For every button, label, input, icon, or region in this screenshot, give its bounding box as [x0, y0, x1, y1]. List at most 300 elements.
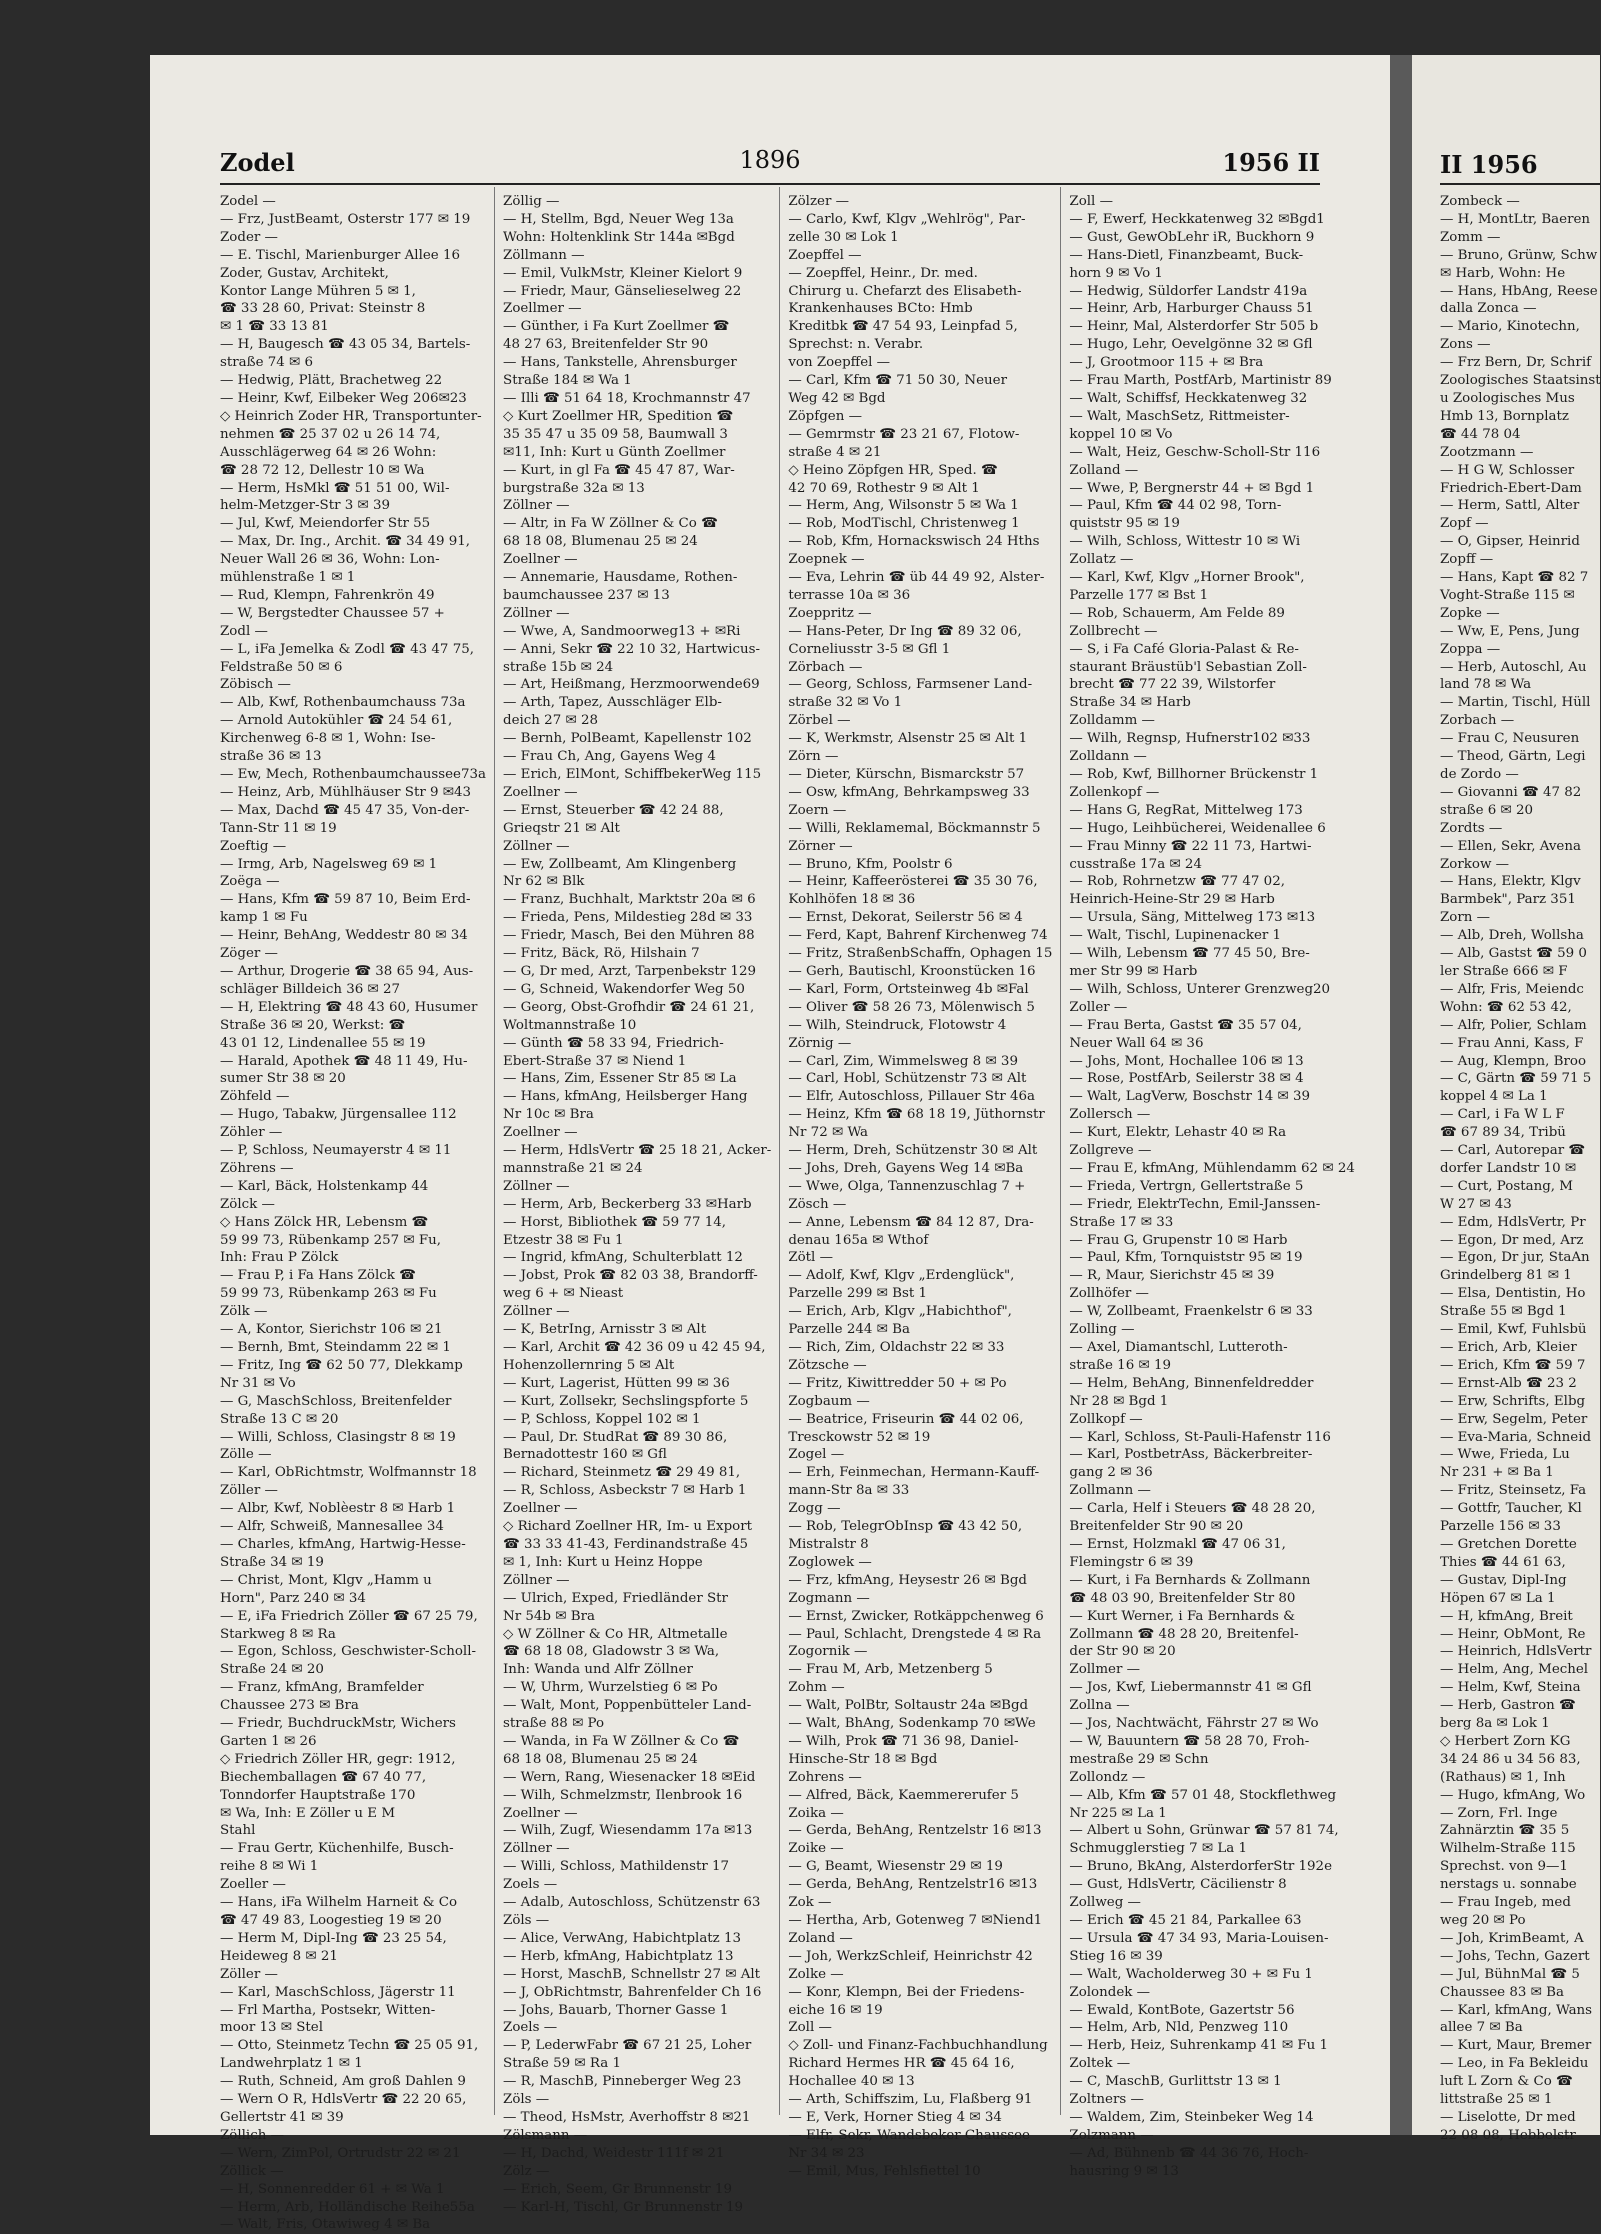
directory-entry-line: — Alb, Dreh, Wollsha	[1440, 928, 1584, 944]
directory-entry-line: Krankenhauses BCto: Hmb	[788, 301, 973, 317]
directory-entry-line: — Fritz, Bäck, Rö, Hilshain 7	[503, 946, 700, 962]
directory-entry-line: Mistralstr 8	[788, 1536, 869, 1552]
directory-entry-line: cusstraße 17a ✉ 24	[1069, 856, 1202, 872]
directory-entry-line: — Jul, Kwf, Meiendorfer Str 55	[220, 516, 431, 532]
directory-entry-line: Zollatz —	[1069, 552, 1134, 568]
directory-entry-line: Straße 17 ✉ 33	[1069, 1214, 1174, 1230]
directory-entry-line: — C, MaschB, Gurlittstr 13 ✉ 1	[1069, 2074, 1282, 2090]
directory-entry-line: Chirurg u. Chefarzt des Elisabeth-	[788, 283, 1022, 299]
directory-entry-line: Zollenkopf —	[1069, 784, 1160, 800]
directory-entry-line: 59 99 73, Rübenkamp 257 ✉ Fu,	[220, 1232, 442, 1248]
directory-entry-line: — Frau Berta, Gastst ☎ 35 57 04,	[1069, 1017, 1302, 1033]
directory-entry-line: — Ernst, Zwicker, Rotkäppchenweg 6	[788, 1608, 1044, 1624]
directory-entry-line: — Fritz, Ing ☎ 62 50 77, Dlekkamp	[220, 1357, 463, 1373]
directory-entry-line: — Jos, Nachtwächt, Fährstr 27 ✉ Wo	[1069, 1716, 1319, 1732]
directory-entry-line: — Frau Ch, Ang, Gayens Weg 4	[503, 749, 716, 765]
directory-entry-line: — Georg, Schloss, Farmsener Land-	[788, 677, 1033, 693]
directory-entry-line: — Erw, Segelm, Peter	[1440, 1411, 1588, 1427]
directory-entry-line: — Gemrmstr ☎ 23 21 67, Flotow-	[788, 426, 1020, 442]
book-gutter	[1390, 55, 1412, 2135]
directory-entry-line: — Hans, Zim, Essener Str 85 ✉ La	[503, 1071, 737, 1087]
directory-entry-line: Zöllner —	[503, 498, 570, 514]
directory-entry-line: Biechemballagen ☎ 67 40 77,	[220, 1769, 427, 1785]
directory-entry-line: — Karl, Archit ☎ 42 36 09 u 42 45 94,	[503, 1340, 766, 1355]
directory-entry-line: Nr 10c ✉ Bra	[503, 1107, 594, 1123]
directory-entry-line: Zoll —	[788, 2020, 832, 2036]
directory-entry-line: — Bruno, Grünw, Schw	[1440, 247, 1598, 263]
directory-entry-line: Inh: Wanda und Alfr Zöllner	[503, 1662, 693, 1678]
directory-entry-line: quiststr 95 ✉ 19	[1069, 516, 1180, 532]
directory-entry-line: 35 35 47 u 35 09 58, Baumwall 3	[503, 426, 728, 442]
directory-entry-line: — Ursula, Säng, Mittelweg 173 ✉13	[1069, 910, 1316, 926]
directory-entry-line: Zolondek —	[1069, 1984, 1150, 2000]
directory-entry-line: Zolldamm —	[1069, 713, 1155, 729]
directory-entry-line: Zoepffel —	[788, 247, 862, 263]
directory-entry-line: 22 08 08, Hebbelstr	[1440, 2127, 1576, 2143]
directory-entry-line: — Günth ☎ 58 33 94, Friedrich-	[503, 1035, 724, 1051]
directory-entry-line: moor 13 ✉ Stel	[220, 2020, 324, 2036]
directory-entry-line: (Rathaus) ✉ 1, Inh	[1440, 1769, 1566, 1785]
directory-entry-line: Zölsmann —	[503, 2127, 588, 2143]
header-surname: Zodel	[220, 148, 295, 177]
directory-entry-line: koppel 4 ✉ La 1	[1440, 1089, 1548, 1105]
directory-entry-line: — Wwe, P, Bergnerstr 44 + ✉ Bgd 1	[1069, 480, 1315, 496]
directory-entry-line: — Herm M, Dipl-Ing ☎ 23 25 54,	[220, 1930, 447, 1946]
directory-entry-line: 68 18 08, Blumenau 25 ✉ 24	[503, 1751, 698, 1767]
directory-entry-line: — Alfred, Bäck, Kaemmererufer 5	[788, 1787, 1019, 1803]
directory-entry-line: — Frau P, i Fa Hans Zölck ☎	[220, 1268, 416, 1284]
directory-entry-line: Zomm —	[1440, 229, 1501, 245]
directory-entry-line: Zötzsche —	[788, 1357, 867, 1373]
directory-entry-line: — Wanda, in Fa W Zöllner & Co ☎	[503, 1733, 740, 1749]
directory-entry-line: Sprechst. von 9—1	[1440, 1859, 1568, 1875]
directory-entry-line: Zölz —	[503, 2163, 550, 2179]
directory-entry-line: — Otto, Steinmetz Techn ☎ 25 05 91,	[220, 2038, 479, 2054]
directory-entry-line: koppel 10 ✉ Vo	[1069, 426, 1173, 442]
directory-entry-line: Zogg —	[788, 1501, 841, 1517]
directory-entry-line: Zöhler —	[220, 1125, 283, 1141]
directory-entry-line: — Frau Ingeb, med	[1440, 1895, 1571, 1911]
directory-entry-line: — Elfr, Sekr, Wandsbeker Chaussee	[788, 2127, 1030, 2143]
directory-entry-line: — Illi ☎ 51 64 18, Krochmannstr 47	[503, 390, 751, 406]
directory-entry-line: luft L Zorn & Co ☎	[1440, 2074, 1573, 2090]
directory-entry-line: — H G W, Schlosser	[1440, 462, 1575, 478]
directory-entry-line: Zörner —	[788, 838, 853, 854]
directory-entry-line: Zörnig —	[788, 1035, 852, 1051]
directory-entry-line: — Heinr, ObMont, Re	[1440, 1626, 1586, 1642]
directory-entry-line: — O, Gipser, Heinrid	[1440, 534, 1580, 550]
directory-entry-line: Parzelle 156 ✉ 33	[1440, 1519, 1561, 1535]
directory-entry-line: Zoeller —	[220, 1877, 286, 1893]
directory-entry-line: — Hans, Elektr, Klgv	[1440, 874, 1581, 890]
directory-entry-line: Kirchenweg 6-8 ✉ 1, Wohn: Ise-	[220, 731, 436, 747]
directory-entry-line: straße 32 ✉ Vo 1	[788, 695, 903, 711]
directory-entry-line: — Annemarie, Hausdame, Rothen-	[503, 570, 738, 586]
directory-entry-line: — Hans, iFa Wilhelm Harneit & Co	[220, 1895, 458, 1911]
directory-entry-line: Zoll —	[1069, 194, 1113, 209]
directory-entry-line: — Heinr, Arb, Harburger Chauss 51	[1069, 301, 1314, 317]
directory-entry-line: ☎ 47 49 83, Loogestieg 19 ✉ 20	[220, 1913, 442, 1928]
directory-entry-line: 42 70 69, Rothestr 9 ✉ Alt 1	[788, 480, 980, 496]
directory-entry-line: — Wilh, Steindruck, Flotowstr 4	[788, 1017, 1007, 1033]
directory-entry-line: Hochallee 40 ✉ 13	[788, 2074, 915, 2090]
directory-entry-line: — Osw, kfmAng, Behrkampsweg 33	[788, 784, 1030, 800]
directory-entry-line: Zöller —	[220, 1966, 278, 1982]
directory-entry-line: Neuer Wall 26 ✉ 36, Wohn: Lon-	[220, 552, 440, 568]
directory-entry-line: — Johs, Mont, Hochallee 106 ✉ 13	[1069, 1053, 1304, 1069]
directory-entry-line: — Ursula ☎ 47 34 93, Maria-Louisen-	[1069, 1930, 1329, 1946]
directory-entry-line: — Heinrich, HdlsVertr	[1440, 1644, 1592, 1660]
directory-entry-line: — Rob, Rohrnetzw ☎ 77 47 02,	[1069, 874, 1285, 890]
directory-entry-line: — E. Tischl, Marienburger Allee 16	[220, 247, 460, 263]
directory-entry-line: — Günther, i Fa Kurt Zoellmer ☎	[503, 319, 730, 335]
directory-entry-line: Zöllner —	[503, 1841, 570, 1857]
directory-entry-line: 48 27 63, Breitenfelder Str 90	[503, 337, 709, 353]
directory-entry-line: Zahnärztin ☎ 35 5	[1440, 1823, 1570, 1839]
directory-entry-line: 68 18 08, Blumenau 25 ✉ 24	[503, 534, 698, 550]
directory-entry-line: ◇ Herbert Zorn KG	[1440, 1733, 1571, 1749]
directory-entry-line: Nr 231 + ✉ Ba 1	[1440, 1465, 1554, 1481]
directory-entry-line: Nr 62 ✉ Blk	[503, 874, 585, 890]
directory-entry-line: — Ernst, Holzmakl ☎ 47 06 31,	[1069, 1536, 1286, 1552]
directory-entry-line: — Wwe, Olga, Tannenzuschlag 7 +	[788, 1178, 1026, 1194]
directory-entry-line: — Ewald, KontBote, Gazertstr 56	[1069, 2002, 1295, 2018]
directory-entry-line: baumchaussee 237 ✉ 13	[503, 587, 670, 603]
directory-entry-line: — Herb, Heiz, Suhrenkamp 41 ✉ Fu 1	[1069, 2038, 1329, 2054]
directory-entry-line: — Rob, Schauerm, Am Felde 89	[1069, 605, 1285, 621]
directory-entry-line: Zolzmann —	[1069, 2127, 1154, 2143]
directory-entry-line: — Kurt, in gl Fa ☎ 45 47 87, War-	[503, 462, 735, 478]
directory-entry-line: — Gust, HdlsVertr, Cäcilienstr 8	[1069, 1877, 1287, 1893]
directory-entry-line: — Fritz, Steinsetz, Fa	[1440, 1483, 1587, 1499]
directory-entry-line: — Mario, Kinotechn,	[1440, 319, 1580, 335]
directory-entry-line: Zösch —	[788, 1196, 847, 1212]
directory-entry-line: — Walt, Wacholderweg 30 + ✉ Fu 1	[1069, 1966, 1313, 1982]
directory-entry-line: Tresckowstr 52 ✉ 19	[788, 1429, 931, 1445]
directory-entry-line: — Frieda, Pens, Mildestieg 28d ✉ 33	[503, 910, 753, 926]
directory-entry-line: — Wwe, Frieda, Lu	[1440, 1447, 1570, 1463]
directory-entry-line: — Rose, PostfArb, Seilerstr 38 ✉ 4	[1069, 1071, 1304, 1087]
directory-entry-line: — Kurt, Elektr, Lehastr 40 ✉ Ra	[1069, 1125, 1287, 1141]
directory-entry-line: — Wilh, Schmelzmstr, Ilenbrook 16	[503, 1787, 743, 1803]
directory-entry-line: Landwehrplatz 1 ✉ 1	[220, 2056, 363, 2072]
directory-entry-line: Corneliusstr 3-5 ✉ Gfl 1	[788, 641, 951, 657]
directory-entry-line: Richard Hermes HR ☎ 45 64 16,	[788, 2056, 1015, 2072]
directory-entry-line: — Ferd, Kapt, Bahrenf Kirchenweg 74	[788, 928, 1048, 944]
directory-entry-line: straße 16 ✉ 19	[1069, 1357, 1171, 1373]
directory-entry-line: — Arth, Schiffszim, Lu, Flaßberg 91	[788, 2092, 1033, 2108]
directory-entry-line: Wohn: Holtenklink Str 144a ✉Bgd	[503, 229, 735, 245]
directory-entry-line: Feldstraße 50 ✉ 6	[220, 659, 343, 675]
directory-entry-line: Schmugglerstieg 7 ✉ La 1	[1069, 1841, 1247, 1857]
directory-entry-line: mestraße 29 ✉ Schn	[1069, 1751, 1209, 1767]
directory-entry-line: — Hans, Kapt ☎ 82 7	[1440, 570, 1589, 586]
directory-entry-line: Zoland —	[788, 1930, 853, 1946]
directory-entry-line: ☎ 33 28 60, Privat: Steinstr 8	[220, 301, 426, 317]
directory-entry-line: Zolke —	[788, 1966, 844, 1982]
directory-entry-line: Zoppa —	[1440, 641, 1501, 657]
directory-entry-line: — Hugo, Leihbücherei, Weidenallee 6	[1069, 820, 1326, 836]
directory-entry-line: — Wilh, Schloss, Wittestr 10 ✉ Wi	[1069, 534, 1301, 550]
directory-entry-line: — Joh, WerkzSchleif, Heinrichstr 42	[788, 1948, 1033, 1964]
directory-entry-line: — A, Kontor, Sierichstr 106 ✉ 21	[220, 1322, 443, 1338]
directory-entry-line: Zölzer —	[788, 194, 849, 209]
directory-entry-line: — Charles, kfmAng, Hartwig-Hesse-	[220, 1536, 466, 1552]
directory-entry-line: — Zorn, Frl. Inge	[1440, 1805, 1558, 1821]
directory-entry-line: — H, Stellm, Bgd, Neuer Weg 13a	[503, 211, 734, 227]
directory-entry-line: — Bernh, PolBeamt, Kapellenstr 102	[503, 731, 752, 747]
directory-entry-line: — Emil, Mus, Fehlsfiettel 10	[788, 2163, 981, 2179]
directory-entry-line: — Hedwig, Süldorfer Landstr 419a	[1069, 283, 1308, 299]
directory-entry-line: — Wern O R, HdlsVertr ☎ 22 20 65,	[220, 2092, 467, 2108]
header-year-volume: 1956 II	[1222, 148, 1320, 177]
directory-entry-line: — E, Verk, Horner Stieg 4 ✉ 34	[788, 2109, 1002, 2125]
directory-entry-line: — Erich ☎ 45 21 84, Parkallee 63	[1069, 1913, 1302, 1928]
directory-entry-line: Stahl	[220, 1823, 256, 1839]
directory-entry-line: kamp 1 ✉ Fu	[220, 910, 308, 926]
directory-entry-line: — Gerda, BehAng, Rentzelstr 16 ✉13	[788, 1823, 1042, 1839]
directory-entry-line: straße 15b ✉ 24	[503, 659, 614, 675]
directory-entry-line: — Frau M, Arb, Metzenberg 5	[788, 1662, 993, 1678]
directory-entry-line: u Zoologisches Mus	[1440, 390, 1575, 406]
directory-entry-line: — H, Baugesch ☎ 43 05 34, Bartels-	[220, 337, 471, 353]
directory-entry-line: Zordts —	[1440, 820, 1503, 836]
directory-entry-line: — Karl, kfmAng, Wans	[1440, 2002, 1593, 2018]
directory-entry-line: Zoern —	[788, 802, 847, 818]
directory-entry-line: Straße 36 ✉ 20, Werkst: ☎	[220, 1017, 406, 1033]
directory-entry-line: — Konr, Klempn, Bei der Friedens-	[788, 1984, 1025, 2000]
directory-entry-line: — Art, Heißmang, Herzmoorwende69	[503, 677, 760, 693]
directory-entry-line: — S, i Fa Café Gloria-Palast & Re-	[1069, 641, 1299, 657]
directory-entry-line: Höpen 67 ✉ La 1	[1440, 1590, 1556, 1606]
directory-entry-line: ◇ Heino Zöpfgen HR, Sped. ☎	[788, 462, 998, 478]
directory-entry-line: brecht ☎ 77 22 39, Wilstorfer	[1069, 677, 1276, 693]
directory-entry-line: Zötl —	[788, 1250, 833, 1266]
directory-entry-line: Chaussee 83 ✉ Ba	[1440, 1984, 1564, 2000]
directory-entry-line: — Alfr, Polier, Schlam	[1440, 1017, 1587, 1033]
directory-entry-line: — Frau C, Neusuren	[1440, 731, 1580, 747]
directory-entry-line: Nr 225 ✉ La 1	[1069, 1805, 1167, 1821]
directory-entry-line: — R, Schloss, Asbeckstr 7 ✉ Harb 1	[503, 1483, 747, 1499]
directory-entry-line: — Gustav, Dipl-Ing	[1440, 1572, 1567, 1588]
directory-entry-line: — Carlo, Kwf, Klgv „Wehlrög", Par-	[788, 211, 1026, 227]
directory-entry-line: — Wilh, Lebensm ☎ 77 45 50, Bre-	[1069, 946, 1310, 962]
directory-entry-line: — Heinr, BehAng, Weddestr 80 ✉ 34	[220, 928, 468, 944]
directory-entry-line: 59 99 73, Rübenkamp 263 ✉ Fu	[220, 1286, 437, 1302]
directory-entry-line: — Erich, Kfm ☎ 59 7	[1440, 1357, 1586, 1373]
directory-entry-line: — Johs, Dreh, Gayens Weg 14 ✉Ba	[788, 1160, 1024, 1176]
directory-entry-line: — Frau G, Grupenstr 10 ✉ Harb	[1069, 1232, 1288, 1248]
directory-entry-line: — Alfr, Fris, Meiendc	[1440, 981, 1584, 997]
directory-entry-line: Zoike —	[788, 1841, 844, 1857]
directory-entry-line: — W, Uhrm, Wurzelstieg 6 ✉ Po	[503, 1680, 718, 1696]
directory-entry-line: — Hertha, Arb, Gotenweg 7 ✉Niend1	[788, 1913, 1043, 1928]
directory-entry-line: — Wilh, Regnsp, Hufnerstr102 ✉33	[1069, 731, 1311, 747]
directory-entry-line: Straße 13 C ✉ 20	[220, 1411, 339, 1427]
directory-entry-line: — Herm, Dreh, Schützenstr 30 ✉ Alt	[788, 1143, 1038, 1159]
directory-entry-line: allee 7 ✉ Ba	[1440, 2020, 1523, 2036]
directory-entry-line: — Georg, Obst-Grofhdir ☎ 24 61 21,	[503, 999, 755, 1015]
directory-entry-line: Horn", Parz 240 ✉ 34	[220, 1590, 366, 1606]
directory-entry-line: de Zordo —	[1440, 767, 1519, 782]
directory-entry-line: — H, Dachd, Weidestr 111f ✉ 21	[503, 2145, 725, 2161]
directory-entry-line: — G, Dr med, Arzt, Tarpenbekstr 129	[503, 963, 756, 979]
directory-entry-line: ◇ W Zöllner & Co HR, Altmetalle	[503, 1626, 728, 1642]
directory-entry-line: Straße 184 ✉ Wa 1	[503, 373, 632, 389]
directory-entry-line: — Frieda, Vertrgn, Gellertstraße 5	[1069, 1178, 1304, 1194]
directory-entry-line: — Helm, Ang, Mechel	[1440, 1662, 1589, 1678]
directory-entry-line: Zöllich —	[220, 2127, 284, 2143]
directory-page	[150, 55, 1390, 2233]
directory-entry-line: — Walt, Fris, Otawiweg 4 ✉ Ba	[220, 2217, 431, 2233]
directory-entry-line: — Walt, MaschSetz, Rittmeister-	[1069, 408, 1290, 424]
directory-entry-line: — Herm, HsMkl ☎ 51 51 00, Wil-	[220, 480, 450, 496]
directory-entry-line: — Hans, Tankstelle, Ahrensburger	[503, 355, 737, 371]
directory-entry-line: — Zoepffel, Heinr., Dr. med.	[788, 265, 978, 281]
directory-entry-line: ☎ 44 78 04	[1440, 426, 1521, 442]
directory-entry-line: — Adalb, Autoschloss, Schützenstr 63	[503, 1895, 761, 1911]
directory-entry-line: — Paul, Schlacht, Drengstede 4 ✉ Ra	[788, 1626, 1042, 1642]
directory-entry-line: Inh: Frau P Zölck	[220, 1250, 339, 1266]
directory-entry-line: — Ew, Mech, Rothenbaumchaussee73a	[220, 767, 487, 782]
directory-entry-line: Nr 72 ✉ Wa	[788, 1125, 869, 1141]
directory-entry-line: Straße 34 ✉ Harb	[1069, 695, 1191, 711]
directory-entry-line: Zöllner —	[503, 838, 570, 854]
directory-entry-line: — Ww, E, Pens, Jung	[1440, 623, 1580, 639]
directory-entry-line: — Friedr, Masch, Bei den Mühren 88	[503, 928, 755, 944]
directory-entry-line: Straße 34 ✉ 19	[220, 1554, 324, 1570]
directory-entry-line: — Hedwig, Plätt, Brachetweg 22	[220, 373, 443, 389]
directory-entry-line: — Carl, i Fa W L F	[1440, 1107, 1565, 1123]
directory-entry-line: land 78 ✉ Wa	[1440, 677, 1532, 693]
directory-entry-line: Straße 59 ✉ Ra 1	[503, 2056, 622, 2072]
directory-entry-line: — Joh, KrimBeamt, A	[1440, 1930, 1584, 1946]
directory-entry-line: Nr 34 ✉ 23	[788, 2145, 865, 2161]
directory-entry-line: — Wilh, Zugf, Wiesendamm 17a ✉13	[503, 1823, 753, 1839]
directory-entry-line: Zoellner —	[503, 1805, 578, 1821]
directory-entry-line: — Elsa, Dentistin, Ho	[1440, 1286, 1586, 1302]
directory-entry-line: Weg 42 ✉ Bgd	[788, 390, 886, 406]
directory-entry-line: Neuer Wall 64 ✉ 36	[1069, 1035, 1204, 1051]
directory-entry-line: Zölk —	[220, 1304, 268, 1320]
directory-entry-line: W 27 ✉ 43	[1440, 1196, 1512, 1212]
directory-entry-line: — Heinz, Kfm ☎ 68 18 19, Jüthornstr	[788, 1107, 1045, 1123]
directory-entry-line: — Erh, Feinmechan, Hermann-Kauff-	[788, 1465, 1040, 1481]
adjacent-page-column	[1440, 193, 1600, 2145]
directory-entry-line: Kontor Lange Mühren 5 ✉ 1,	[220, 283, 416, 299]
directory-entry-line: Ebert-Straße 37 ✉ Niend 1	[503, 1053, 687, 1069]
directory-entry-line: — F, Ewerf, Heckkatenweg 32 ✉Bgd1	[1069, 211, 1325, 227]
directory-entry-line: — Wilh, Prok ☎ 71 36 98, Daniel-	[788, 1733, 1019, 1749]
directory-entry-line: Zolling —	[1069, 1322, 1135, 1338]
directory-entry-line: — Helm, Arb, Nld, Penzweg 110	[1069, 2020, 1289, 2036]
directory-entry-line: — Helm, BehAng, Binnenfeldredder	[1069, 1375, 1314, 1391]
directory-entry-line: — Rob, Kwf, Billhorner Brückenstr 1	[1069, 767, 1319, 782]
directory-entry-line: burgstraße 32a ✉ 13	[503, 480, 645, 496]
directory-entry-line: Stieg 16 ✉ 39	[1069, 1948, 1163, 1964]
directory-entry-line: — Bernh, Bmt, Steindamm 22 ✉ 1	[220, 1340, 451, 1355]
directory-entry-line: ✉ Wa, Inh: E Zöller u E M	[220, 1805, 396, 1821]
directory-entry-line: — P, LederwFabr ☎ 67 21 25, Loher	[503, 2038, 752, 2054]
directory-entry-line: — Axel, Diamantschl, Lutteroth-	[1069, 1340, 1288, 1355]
directory-entry-line: — P, Schloss, Koppel 102 ✉ 1	[503, 1411, 701, 1427]
directory-entry-line: Grieqstr 21 ✉ Alt	[503, 820, 620, 836]
directory-column-4	[1060, 187, 1362, 2179]
directory-entry-line: — Herb, Gastron ☎	[1440, 1698, 1576, 1714]
directory-entry-line: — Karl, MaschSchloss, Jägerstr 11	[220, 1984, 456, 2000]
directory-entry-line: — Eva-Maria, Schneid	[1440, 1429, 1592, 1445]
directory-columns	[220, 187, 1355, 2233]
directory-entry-line: Zolland —	[1069, 462, 1139, 478]
directory-entry-line: — Theod, HsMstr, Averhoffstr 8 ✉21	[503, 2109, 751, 2125]
page-header	[220, 140, 1320, 180]
directory-entry-line: — Walt, Heiz, Geschw-Scholl-Str 116	[1069, 444, 1321, 460]
directory-entry-line: — Waldem, Zim, Steinbeker Weg 14	[1069, 2109, 1314, 2125]
directory-entry-line: — Karl, PostbetrAss, Bäckerbreiter-	[1069, 1447, 1313, 1463]
directory-entry-line: — W, Zollbeamt, Fraenkelstr 6 ✉ 33	[1069, 1304, 1313, 1320]
directory-entry-line: straße 74 ✉ 6	[220, 355, 314, 371]
directory-entry-line: Zöls —	[503, 1913, 550, 1928]
directory-entry-line: — H, Sonnenredder 61 + ✉ Wa 1	[220, 2181, 445, 2197]
directory-entry-line: — Ernst-Alb ☎ 23 2	[1440, 1375, 1577, 1391]
directory-entry-line: Zörn —	[788, 749, 839, 765]
directory-entry-line: Zoltek —	[1069, 2056, 1131, 2072]
directory-column-2	[494, 187, 779, 2215]
directory-entry-line: Heideweg 8 ✉ 21	[220, 1948, 338, 1964]
directory-entry-line: Hmb 13, Bornplatz	[1440, 408, 1569, 424]
directory-entry-line: — Erich, Arb, Kleier	[1440, 1340, 1577, 1355]
directory-entry-line: — Herm, Ang, Wilsonstr 5 ✉ Wa 1	[788, 498, 1019, 514]
directory-entry-line: straße 4 ✉ 21	[788, 444, 882, 460]
directory-entry-line: Parzelle 299 ✉ Bst 1	[788, 1286, 927, 1302]
directory-entry-line: — Alice, VerwAng, Habichtplatz 13	[503, 1930, 742, 1946]
directory-entry-line: Zöllner —	[503, 1304, 570, 1320]
directory-entry-line: Straße 24 ✉ 20	[220, 1662, 324, 1678]
directory-entry-line: — Eva, Lehrin ☎ üb 44 49 92, Alster-	[788, 570, 1045, 586]
directory-entry-line: Zoels —	[503, 1877, 558, 1893]
directory-entry-line: — Walt, Mont, Poppenbütteler Land-	[503, 1698, 752, 1714]
directory-entry-line: — Kurt, i Fa Bernhards & Zollmann	[1069, 1572, 1311, 1588]
directory-entry-line: — Ulrich, Exped, Friedländer Str	[503, 1590, 728, 1606]
header-rule	[220, 183, 1320, 185]
directory-entry-line: — Erich, Arb, Klgv „Habichthof",	[788, 1304, 1012, 1320]
directory-entry-line: — Wwe, A, Sandmoorweg13 + ✉Ri	[503, 623, 741, 639]
directory-entry-line: Zöger —	[220, 946, 278, 962]
directory-entry-line: — Fritz, StraßenbSchaffn, Ophagen 15	[788, 946, 1053, 962]
directory-entry-line: terrasse 10a ✉ 36	[788, 587, 911, 603]
directory-entry-line: — Friedr, BuchdruckMstr, Wichers	[220, 1716, 456, 1732]
directory-entry-line: — Helm, Kwf, Steina	[1440, 1680, 1581, 1696]
directory-entry-line: — Rob, ModTischl, Christenweg 1	[788, 516, 1020, 532]
directory-entry-line: — Herb, Autoschl, Au	[1440, 659, 1587, 675]
directory-entry-line: Zollbrecht —	[1069, 623, 1158, 639]
directory-entry-line: Zölle —	[220, 1447, 272, 1463]
directory-entry-line: — Kurt, Maur, Bremer	[1440, 2038, 1592, 2054]
directory-entry-line: — Karl-H, Tischl, Gr Brunnenstr 19	[503, 2199, 744, 2215]
directory-entry-line: Zollkopf —	[1069, 1411, 1143, 1427]
directory-entry-line: — Willi, Schloss, Mathildenstr 17	[503, 1859, 730, 1875]
directory-entry-line: — Giovanni ☎ 47 82	[1440, 784, 1582, 800]
directory-entry-line: — Gretchen Dorette	[1440, 1536, 1577, 1552]
directory-entry-line: — Herb, kfmAng, Habichtplatz 13	[503, 1948, 734, 1964]
directory-entry-line: Zok —	[788, 1895, 832, 1911]
directory-entry-line: reihe 8 ✉ Wi 1	[220, 1859, 319, 1875]
directory-entry-line: ✉ 1 ☎ 33 13 81	[220, 319, 329, 335]
adjacent-page	[1412, 55, 1601, 2143]
directory-entry-line: Zoder —	[220, 229, 278, 245]
directory-entry-line: Zöller —	[220, 1483, 278, 1499]
directory-entry-line: — Friedr, ElektrTechn, Emil-Janssen-	[1069, 1196, 1321, 1212]
